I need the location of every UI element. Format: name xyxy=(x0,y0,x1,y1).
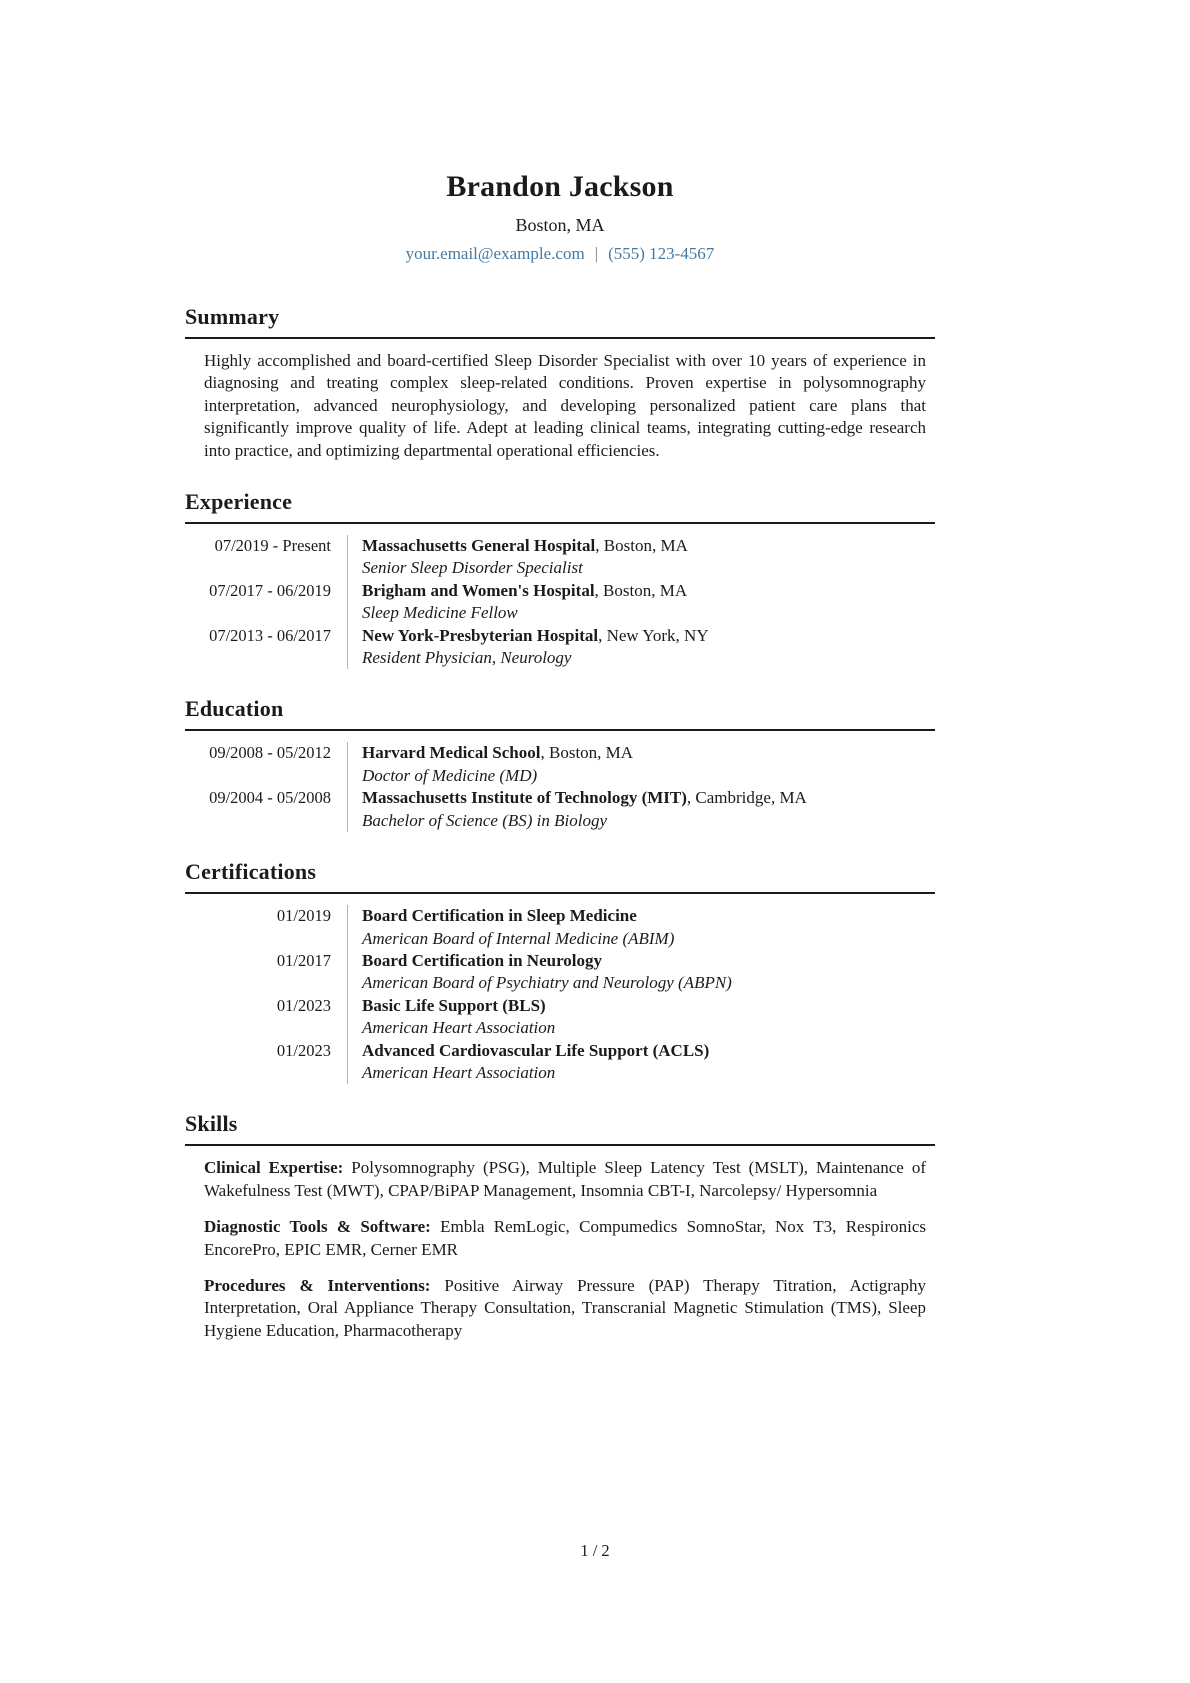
education-entries xyxy=(185,731,935,832)
certification-issuer: American Heart Association xyxy=(362,1062,556,1082)
entry-detail xyxy=(347,625,935,670)
skills-body xyxy=(185,1146,935,1342)
certification-entry xyxy=(185,905,935,950)
entry-org: Harvard Medical School xyxy=(362,743,541,763)
entry-location: , Boston, MA xyxy=(595,536,688,556)
entry-role: Senior Sleep Disorder Specialist xyxy=(362,558,583,578)
entry-dates: 07/2013 - 06/2017 xyxy=(209,625,331,645)
entry-role: Resident Physician, Neurology xyxy=(362,648,572,668)
resume-header xyxy=(185,0,935,264)
certifications-heading: Certifications xyxy=(185,859,935,894)
entry-detail xyxy=(347,535,935,580)
entry-role: Sleep Medicine Fellow xyxy=(362,603,518,623)
phone-link[interactable]: (555) 123-4567 xyxy=(608,244,715,263)
experience-entry xyxy=(185,580,935,625)
certification-name: Board Certification in Neurology xyxy=(362,950,603,970)
certification-entry xyxy=(185,995,935,1040)
page-number: 1 / 2 xyxy=(580,1541,610,1560)
certification-name: Board Certification in Sleep Medicine xyxy=(362,906,637,926)
entry-org: Massachusetts Institute of Technology (MIT) xyxy=(362,788,687,808)
entry-detail xyxy=(347,995,935,1040)
entry-org-line xyxy=(362,950,935,972)
skill-group xyxy=(204,1157,926,1202)
section-skills xyxy=(185,1111,935,1342)
entry-dates: 07/2019 - Present xyxy=(214,536,331,556)
skills-heading: Skills xyxy=(185,1111,935,1146)
skill-group xyxy=(204,1275,926,1342)
entry-dates: 01/2017 xyxy=(276,950,331,970)
certification-entry xyxy=(185,950,935,995)
entry-role: Doctor of Medicine (MD) xyxy=(362,765,538,785)
email-link[interactable]: your.email@example.com xyxy=(405,244,585,263)
entry-location: , New York, NY xyxy=(598,625,709,645)
entry-org: Massachusetts General Hospital xyxy=(362,536,596,556)
skill-category-label: Clinical Expertise: xyxy=(204,1158,344,1178)
entry-org-line xyxy=(362,580,935,602)
entry-location: , Boston, MA xyxy=(540,743,634,763)
entry-dates: 07/2017 - 06/2019 xyxy=(209,580,331,600)
education-entry xyxy=(185,742,935,787)
resume-content xyxy=(185,0,935,1342)
certification-issuer: American Board of Internal Medicine (ABIM) xyxy=(362,928,675,948)
entry-detail xyxy=(347,905,935,950)
entry-detail xyxy=(347,580,935,625)
certification-entries xyxy=(185,894,935,1084)
skill-items: Polysomnography (PSG), Multiple Sleep Latency Test (MSLT), Maintenance of Wakefulness Test (MWT), CPAP/BiPAP Management, Insomnia CBT-I, Narcolepsy/ Hypersomnia xyxy=(204,1158,927,1200)
entry-org-line xyxy=(362,535,935,557)
person-location: Boston, MA xyxy=(515,215,605,235)
experience-entry xyxy=(185,535,935,580)
entry-location: , Cambridge, MA xyxy=(686,788,807,808)
certification-name: Basic Life Support (BLS) xyxy=(362,995,546,1015)
entry-role: Bachelor of Science (BS) in Biology xyxy=(362,810,607,830)
certification-issuer: American Heart Association xyxy=(362,1018,556,1038)
education-heading: Education xyxy=(185,696,935,731)
skill-category-label: Diagnostic Tools & Software: xyxy=(204,1217,431,1237)
section-summary xyxy=(185,304,935,462)
summary-paragraph: Highly accomplished and board-certified Sleep Disorder Specialist with over 10 years of experience in diagnosing and treating complex sleep-related conditions. Proven expertise in polysomnography interpretation, advanced neurophysiology, and developing personalized patient care plans that significantly improve quality of life. Adept at leading clinical teams, integrating cutting-edge research into practice, and optimizing departmental operational efficiencies. xyxy=(204,351,926,460)
experience-entry xyxy=(185,625,935,670)
entry-org-line xyxy=(362,1040,935,1062)
entry-detail xyxy=(347,1040,935,1085)
entry-org-line xyxy=(362,905,935,927)
skill-items: Positive Airway Pressure (PAP) Therapy Titration, Actigraphy Interpretation, Oral Appliance Therapy Consultation, Transcranial Magnetic Stimulation (TMS), Sleep Hygiene Education, Pharmacotherapy xyxy=(204,1275,926,1340)
skill-category-label: Procedures & Interventions: xyxy=(204,1275,431,1295)
entry-detail xyxy=(347,742,935,787)
section-education xyxy=(185,696,935,832)
entry-org-line xyxy=(362,625,935,647)
summary-body-wrap xyxy=(185,339,935,462)
contact-separator: | xyxy=(594,244,599,263)
entry-detail xyxy=(347,950,935,995)
certification-issuer: American Board of Psychiatry and Neurology (ABPN) xyxy=(362,973,732,993)
skill-items: Embla RemLogic, Compumedics SomnoStar, Nox T3, Respironics EncorePro, EPIC EMR, Cerner EMR xyxy=(204,1217,926,1259)
entry-org: New York-Presbyterian Hospital xyxy=(362,625,599,645)
section-certifications xyxy=(185,859,935,1084)
experience-heading: Experience xyxy=(185,489,935,524)
entry-org-line xyxy=(362,995,935,1017)
entry-dates: 09/2004 - 05/2008 xyxy=(209,788,331,808)
entry-dates: 01/2023 xyxy=(276,995,331,1015)
education-entry xyxy=(185,787,935,832)
certification-name: Advanced Cardiovascular Life Support (ACLS) xyxy=(362,1040,710,1060)
entry-location: , Boston, MA xyxy=(594,580,688,600)
entry-org: Brigham and Women's Hospital xyxy=(362,580,595,600)
contact-line xyxy=(185,244,935,264)
entry-dates: 01/2019 xyxy=(276,906,331,926)
section-experience xyxy=(185,489,935,669)
person-name: Brandon Jackson xyxy=(446,170,674,203)
entry-detail xyxy=(347,787,935,832)
experience-entries xyxy=(185,524,935,669)
summary-heading: Summary xyxy=(185,304,935,339)
entry-org-line xyxy=(362,787,935,809)
entry-org-line xyxy=(362,742,935,764)
certification-entry xyxy=(185,1040,935,1085)
skill-group xyxy=(204,1216,926,1261)
entry-dates: 01/2023 xyxy=(276,1040,331,1060)
entry-dates: 09/2008 - 05/2012 xyxy=(209,743,331,763)
